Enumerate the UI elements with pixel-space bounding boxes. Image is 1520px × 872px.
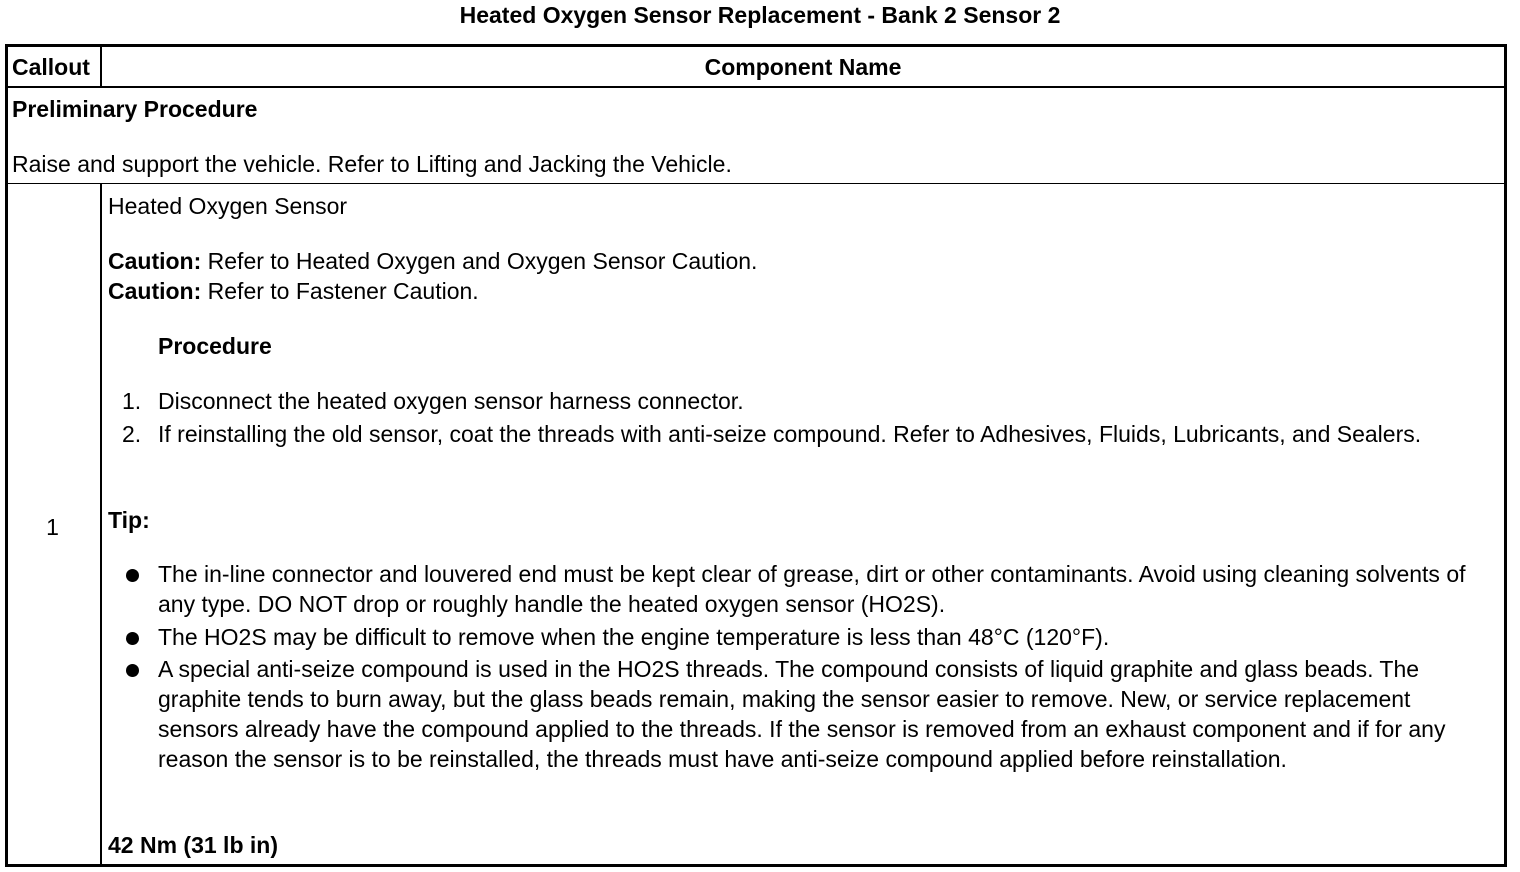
tip-text: The HO2S may be difficult to remove when the engine temperature is less than 48°C (120°F). (158, 624, 1110, 650)
callout-header: Callout (12, 54, 90, 80)
procedure-heading: Procedure (158, 333, 272, 359)
caution-line (108, 276, 479, 306)
page-title: Heated Oxygen Sensor Replacement - Bank 2 Sensor 2 (459, 2, 1061, 28)
component-name: Heated Oxygen Sensor (108, 193, 348, 219)
column-divider-body (100, 184, 102, 864)
callout-number: 1 (46, 514, 59, 540)
torque-spec: 42 Nm (31 lb in) (108, 832, 278, 858)
caution-label: Caution: (108, 248, 202, 274)
preliminary-heading: Preliminary Procedure (12, 96, 258, 122)
step-number: 2. (122, 421, 142, 447)
component-name-header: Component Name (704, 54, 902, 80)
caution-text: Refer to Fastener Caution. (201, 278, 479, 304)
tip-text: The in-line connector and louvered end must be kept clear of grease, dirt or other contaminants. Avoid using cleaning solvents of any type. DO NOT drop or roughly handle the heated oxygen sensor (HO2S). (158, 561, 1466, 617)
bullet-icon (126, 664, 139, 677)
caution-text: Refer to Heated Oxygen and Oxygen Sensor Caution. (201, 248, 758, 274)
caution-line (108, 246, 757, 276)
step-text: Disconnect the heated oxygen sensor harness connector. (158, 388, 744, 414)
header-divider (5, 86, 1507, 88)
preliminary-text: Raise and support the vehicle. Refer to Lifting and Jacking the Vehicle. (12, 151, 732, 177)
step-number: 1. (122, 388, 142, 414)
caution-label: Caution: (108, 278, 202, 304)
bullet-icon (126, 632, 139, 645)
bullet-icon (126, 569, 139, 582)
preliminary-divider (5, 183, 1507, 184)
tip-label: Tip: (108, 507, 150, 533)
tip-text: A special anti-seize compound is used in the HO2S threads. The compound consists of liquid graphite and glass beads. The graphite tends to burn away, but the glass beads remain, making the sensor easier to remove. New, or service replacement sensors already have the compound applied to the threads. If the sensor is removed from an exhaust component and if for any reason the sensor is to be reinstalled, the threads must have anti-seize compound applied before reinstallation. (158, 656, 1446, 772)
step-text: If reinstalling the old sensor, coat the threads with anti-seize compound. Refer to Adhesives, Fluids, Lubricants, and Sealers. (158, 421, 1422, 447)
